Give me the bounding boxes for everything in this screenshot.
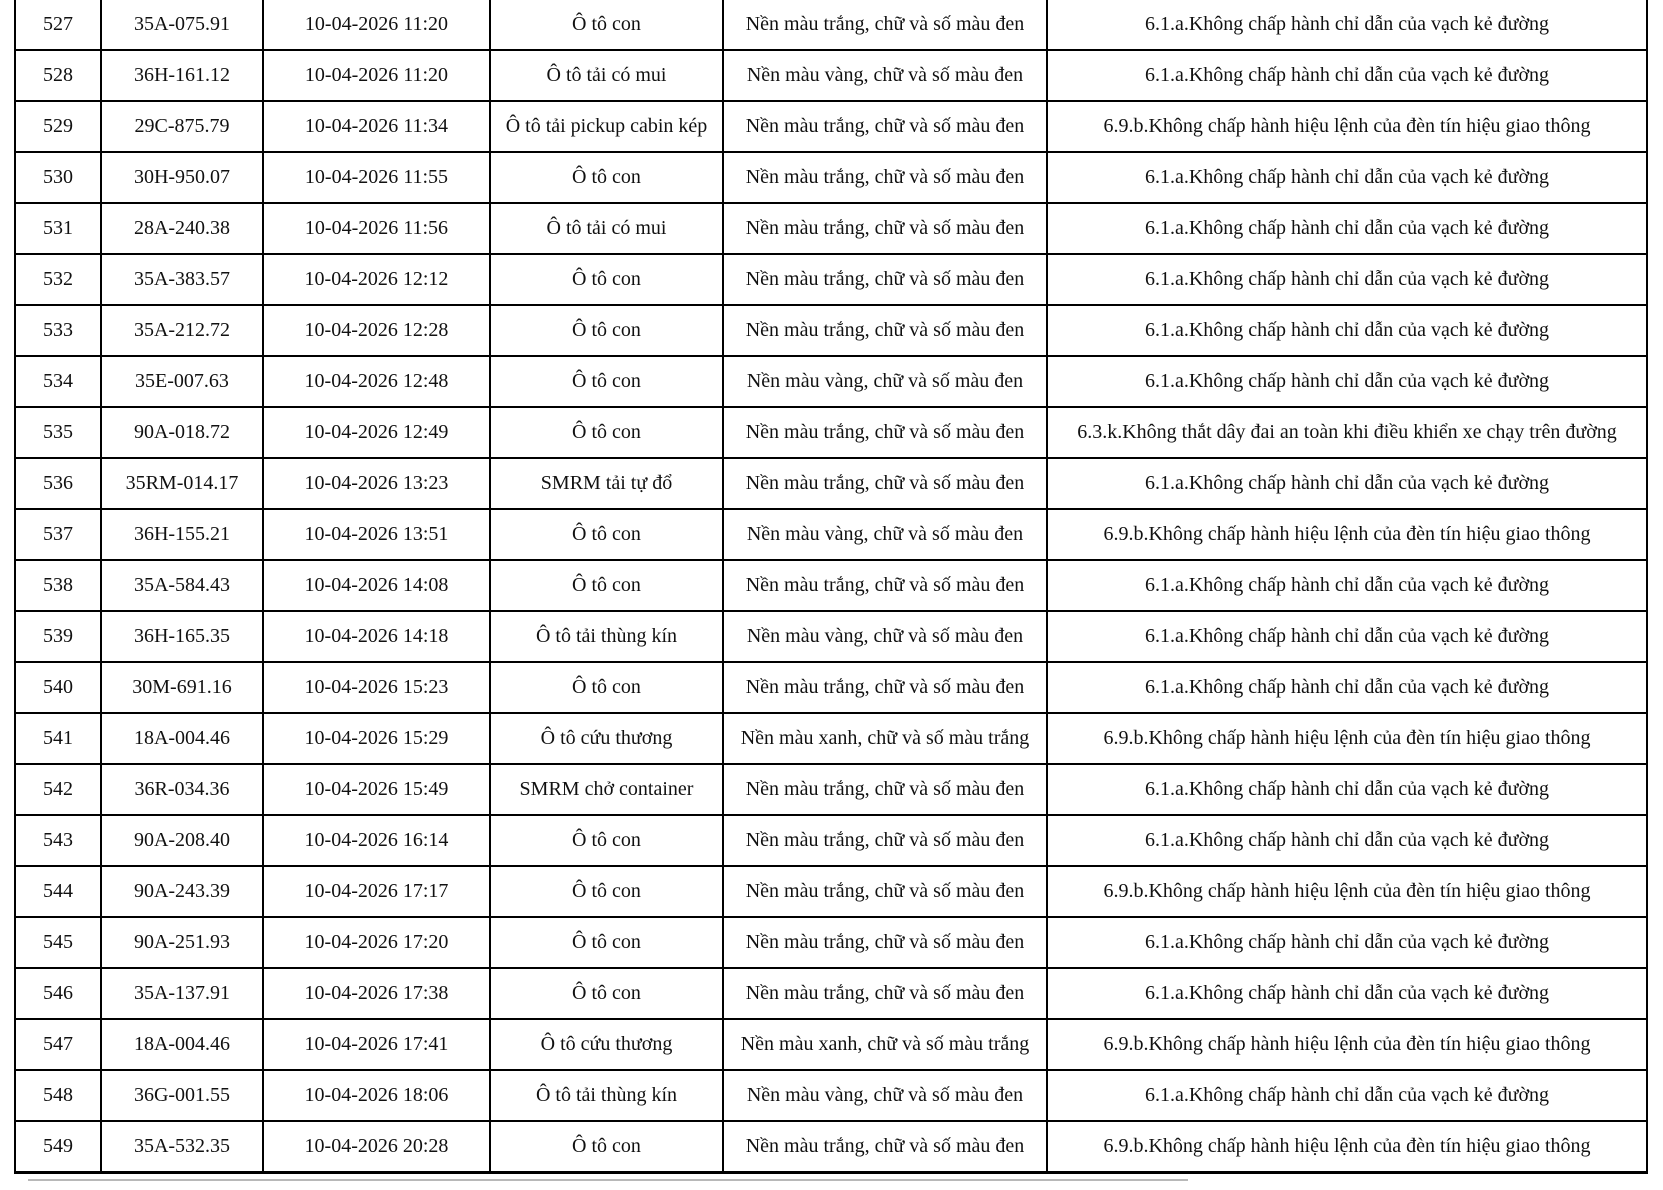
cell-plate-colors: Nền màu trắng, chữ và số màu đen <box>723 152 1047 203</box>
cell-violation: 6.9.b.Không chấp hành hiệu lệnh của đèn tín hiệu giao thông <box>1047 509 1647 560</box>
cell-license-plate: 36R-034.36 <box>101 764 263 815</box>
cell-vehicle-type: Ô tô con <box>490 662 723 713</box>
cell-license-plate: 35A-584.43 <box>101 560 263 611</box>
cell-plate-colors: Nền màu trắng, chữ và số màu đen <box>723 254 1047 305</box>
cell-violation: 6.1.a.Không chấp hành chỉ dẫn của vạch kẻ đường <box>1047 0 1647 50</box>
cell-datetime: 10-04-2026 11:20 <box>263 50 490 101</box>
cell-violation: 6.1.a.Không chấp hành chỉ dẫn của vạch kẻ đường <box>1047 968 1647 1019</box>
cell-violation: 6.1.a.Không chấp hành chỉ dẫn của vạch kẻ đường <box>1047 203 1647 254</box>
cell-plate-colors: Nền màu trắng, chữ và số màu đen <box>723 458 1047 509</box>
cell-vehicle-type: Ô tô con <box>490 356 723 407</box>
violation-table-body <box>15 0 1647 1173</box>
violation-table <box>14 0 1648 1174</box>
cell-datetime: 10-04-2026 13:51 <box>263 509 490 560</box>
cell-row-number: 529 <box>15 101 101 152</box>
cell-row-number: 528 <box>15 50 101 101</box>
cell-plate-colors: Nền màu trắng, chữ và số màu đen <box>723 764 1047 815</box>
cell-violation: 6.1.a.Không chấp hành chỉ dẫn của vạch kẻ đường <box>1047 50 1647 101</box>
cell-row-number: 546 <box>15 968 101 1019</box>
cell-vehicle-type: Ô tô con <box>490 866 723 917</box>
cell-datetime: 10-04-2026 15:23 <box>263 662 490 713</box>
cell-vehicle-type: Ô tô con <box>490 815 723 866</box>
violation-list-sheet <box>14 0 1648 1174</box>
cell-datetime: 10-04-2026 13:23 <box>263 458 490 509</box>
cell-violation: 6.1.a.Không chấp hành chỉ dẫn của vạch kẻ đường <box>1047 152 1647 203</box>
cell-datetime: 10-04-2026 11:20 <box>263 0 490 50</box>
table-row <box>15 866 1647 917</box>
cell-violation: 6.1.a.Không chấp hành chỉ dẫn của vạch kẻ đường <box>1047 560 1647 611</box>
table-row <box>15 662 1647 713</box>
cell-violation: 6.3.k.Không thắt dây đai an toàn khi điều khiển xe chạy trên đường <box>1047 407 1647 458</box>
next-row-partial-border <box>28 1179 1188 1181</box>
cell-row-number: 545 <box>15 917 101 968</box>
table-row <box>15 1121 1647 1173</box>
cell-violation: 6.1.a.Không chấp hành chỉ dẫn của vạch kẻ đường <box>1047 662 1647 713</box>
cell-vehicle-type: Ô tô con <box>490 0 723 50</box>
cell-plate-colors: Nền màu vàng, chữ và số màu đen <box>723 611 1047 662</box>
table-row <box>15 764 1647 815</box>
cell-plate-colors: Nền màu trắng, chữ và số màu đen <box>723 917 1047 968</box>
cell-datetime: 10-04-2026 12:28 <box>263 305 490 356</box>
table-row <box>15 254 1647 305</box>
table-row <box>15 50 1647 101</box>
cell-license-plate: 90A-243.39 <box>101 866 263 917</box>
cell-plate-colors: Nền màu vàng, chữ và số màu đen <box>723 1070 1047 1121</box>
cell-row-number: 540 <box>15 662 101 713</box>
cell-row-number: 530 <box>15 152 101 203</box>
cell-datetime: 10-04-2026 11:55 <box>263 152 490 203</box>
cell-datetime: 10-04-2026 20:28 <box>263 1121 490 1173</box>
cell-license-plate: 35E-007.63 <box>101 356 263 407</box>
cell-datetime: 10-04-2026 17:20 <box>263 917 490 968</box>
table-row <box>15 356 1647 407</box>
cell-plate-colors: Nền màu trắng, chữ và số màu đen <box>723 0 1047 50</box>
table-row <box>15 968 1647 1019</box>
cell-row-number: 544 <box>15 866 101 917</box>
cell-plate-colors: Nền màu trắng, chữ và số màu đen <box>723 815 1047 866</box>
cell-license-plate: 90A-251.93 <box>101 917 263 968</box>
cell-plate-colors: Nền màu xanh, chữ và số màu trắng <box>723 713 1047 764</box>
cell-row-number: 537 <box>15 509 101 560</box>
cell-violation: 6.1.a.Không chấp hành chỉ dẫn của vạch kẻ đường <box>1047 305 1647 356</box>
cell-vehicle-type: Ô tô tải có mui <box>490 203 723 254</box>
cell-license-plate: 35A-532.35 <box>101 1121 263 1173</box>
cell-vehicle-type: Ô tô con <box>490 254 723 305</box>
table-row <box>15 203 1647 254</box>
cell-license-plate: 90A-208.40 <box>101 815 263 866</box>
cell-vehicle-type: Ô tô cứu thương <box>490 1019 723 1070</box>
cell-vehicle-type: Ô tô tải pickup cabin kép <box>490 101 723 152</box>
cell-row-number: 534 <box>15 356 101 407</box>
cell-license-plate: 18A-004.46 <box>101 713 263 764</box>
table-row <box>15 560 1647 611</box>
cell-plate-colors: Nền màu trắng, chữ và số màu đen <box>723 101 1047 152</box>
cell-violation: 6.9.b.Không chấp hành hiệu lệnh của đèn tín hiệu giao thông <box>1047 1019 1647 1070</box>
cell-license-plate: 36H-165.35 <box>101 611 263 662</box>
table-row <box>15 713 1647 764</box>
cell-vehicle-type: Ô tô con <box>490 917 723 968</box>
cell-datetime: 10-04-2026 15:49 <box>263 764 490 815</box>
cell-plate-colors: Nền màu xanh, chữ và số màu trắng <box>723 1019 1047 1070</box>
cell-datetime: 10-04-2026 14:18 <box>263 611 490 662</box>
cell-datetime: 10-04-2026 15:29 <box>263 713 490 764</box>
cell-violation: 6.1.a.Không chấp hành chỉ dẫn của vạch kẻ đường <box>1047 1070 1647 1121</box>
cell-license-plate: 35A-137.91 <box>101 968 263 1019</box>
table-row <box>15 152 1647 203</box>
cell-plate-colors: Nền màu trắng, chữ và số màu đen <box>723 866 1047 917</box>
cell-license-plate: 28A-240.38 <box>101 203 263 254</box>
cell-vehicle-type: Ô tô con <box>490 305 723 356</box>
cell-datetime: 10-04-2026 17:38 <box>263 968 490 1019</box>
cell-violation: 6.9.b.Không chấp hành hiệu lệnh của đèn tín hiệu giao thông <box>1047 101 1647 152</box>
cell-plate-colors: Nền màu trắng, chữ và số màu đen <box>723 662 1047 713</box>
cell-violation: 6.1.a.Không chấp hành chỉ dẫn của vạch kẻ đường <box>1047 356 1647 407</box>
cell-license-plate: 36G-001.55 <box>101 1070 263 1121</box>
cell-row-number: 542 <box>15 764 101 815</box>
cell-row-number: 535 <box>15 407 101 458</box>
cell-datetime: 10-04-2026 11:56 <box>263 203 490 254</box>
cell-plate-colors: Nền màu vàng, chữ và số màu đen <box>723 356 1047 407</box>
cell-row-number: 548 <box>15 1070 101 1121</box>
cell-row-number: 536 <box>15 458 101 509</box>
cell-datetime: 10-04-2026 14:08 <box>263 560 490 611</box>
cell-vehicle-type: Ô tô con <box>490 152 723 203</box>
cell-datetime: 10-04-2026 16:14 <box>263 815 490 866</box>
table-row <box>15 1070 1647 1121</box>
cell-plate-colors: Nền màu trắng, chữ và số màu đen <box>723 305 1047 356</box>
cell-license-plate: 35A-212.72 <box>101 305 263 356</box>
cell-plate-colors: Nền màu vàng, chữ và số màu đen <box>723 50 1047 101</box>
cell-vehicle-type: Ô tô con <box>490 968 723 1019</box>
cell-datetime: 10-04-2026 18:06 <box>263 1070 490 1121</box>
cell-row-number: 533 <box>15 305 101 356</box>
table-row <box>15 1019 1647 1070</box>
cell-license-plate: 35A-075.91 <box>101 0 263 50</box>
table-row <box>15 611 1647 662</box>
cell-datetime: 10-04-2026 12:48 <box>263 356 490 407</box>
table-row <box>15 509 1647 560</box>
cell-row-number: 538 <box>15 560 101 611</box>
cell-datetime: 10-04-2026 17:17 <box>263 866 490 917</box>
cell-row-number: 541 <box>15 713 101 764</box>
cell-violation: 6.1.a.Không chấp hành chỉ dẫn của vạch kẻ đường <box>1047 254 1647 305</box>
table-row <box>15 0 1647 50</box>
cell-vehicle-type: Ô tô con <box>490 407 723 458</box>
cell-plate-colors: Nền màu vàng, chữ và số màu đen <box>723 509 1047 560</box>
cell-datetime: 10-04-2026 12:49 <box>263 407 490 458</box>
cell-plate-colors: Nền màu trắng, chữ và số màu đen <box>723 1121 1047 1173</box>
cell-violation: 6.1.a.Không chấp hành chỉ dẫn của vạch kẻ đường <box>1047 764 1647 815</box>
cell-violation: 6.9.b.Không chấp hành hiệu lệnh của đèn tín hiệu giao thông <box>1047 713 1647 764</box>
cell-license-plate: 36H-155.21 <box>101 509 263 560</box>
table-row <box>15 305 1647 356</box>
cell-vehicle-type: Ô tô tải thùng kín <box>490 1070 723 1121</box>
table-row <box>15 917 1647 968</box>
cell-plate-colors: Nền màu trắng, chữ và số màu đen <box>723 560 1047 611</box>
cell-datetime: 10-04-2026 11:34 <box>263 101 490 152</box>
cell-plate-colors: Nền màu trắng, chữ và số màu đen <box>723 968 1047 1019</box>
cell-plate-colors: Nền màu trắng, chữ và số màu đen <box>723 203 1047 254</box>
cell-plate-colors: Nền màu trắng, chữ và số màu đen <box>723 407 1047 458</box>
cell-datetime: 10-04-2026 12:12 <box>263 254 490 305</box>
cell-vehicle-type: Ô tô con <box>490 509 723 560</box>
cell-row-number: 532 <box>15 254 101 305</box>
table-row <box>15 815 1647 866</box>
cell-vehicle-type: SMRM tải tự đổ <box>490 458 723 509</box>
cell-license-plate: 29C-875.79 <box>101 101 263 152</box>
table-row <box>15 407 1647 458</box>
cell-row-number: 527 <box>15 0 101 50</box>
table-row <box>15 101 1647 152</box>
cell-vehicle-type: Ô tô con <box>490 560 723 611</box>
cell-license-plate: 35A-383.57 <box>101 254 263 305</box>
cell-violation: 6.9.b.Không chấp hành hiệu lệnh của đèn tín hiệu giao thông <box>1047 1121 1647 1173</box>
cell-license-plate: 30M-691.16 <box>101 662 263 713</box>
cell-vehicle-type: Ô tô tải có mui <box>490 50 723 101</box>
cell-vehicle-type: SMRM chở container <box>490 764 723 815</box>
cell-violation: 6.1.a.Không chấp hành chỉ dẫn của vạch kẻ đường <box>1047 458 1647 509</box>
cell-row-number: 547 <box>15 1019 101 1070</box>
cell-row-number: 539 <box>15 611 101 662</box>
cell-violation: 6.1.a.Không chấp hành chỉ dẫn của vạch kẻ đường <box>1047 611 1647 662</box>
cell-violation: 6.9.b.Không chấp hành hiệu lệnh của đèn tín hiệu giao thông <box>1047 866 1647 917</box>
cell-vehicle-type: Ô tô cứu thương <box>490 713 723 764</box>
cell-datetime: 10-04-2026 17:41 <box>263 1019 490 1070</box>
cell-license-plate: 30H-950.07 <box>101 152 263 203</box>
cell-license-plate: 90A-018.72 <box>101 407 263 458</box>
cell-vehicle-type: Ô tô tải thùng kín <box>490 611 723 662</box>
cell-vehicle-type: Ô tô con <box>490 1121 723 1173</box>
cell-license-plate: 36H-161.12 <box>101 50 263 101</box>
cell-row-number: 531 <box>15 203 101 254</box>
cell-license-plate: 18A-004.46 <box>101 1019 263 1070</box>
table-row <box>15 458 1647 509</box>
cell-violation: 6.1.a.Không chấp hành chỉ dẫn của vạch kẻ đường <box>1047 815 1647 866</box>
cell-row-number: 543 <box>15 815 101 866</box>
cell-license-plate: 35RM-014.17 <box>101 458 263 509</box>
cell-violation: 6.1.a.Không chấp hành chỉ dẫn của vạch kẻ đường <box>1047 917 1647 968</box>
cell-row-number: 549 <box>15 1121 101 1173</box>
